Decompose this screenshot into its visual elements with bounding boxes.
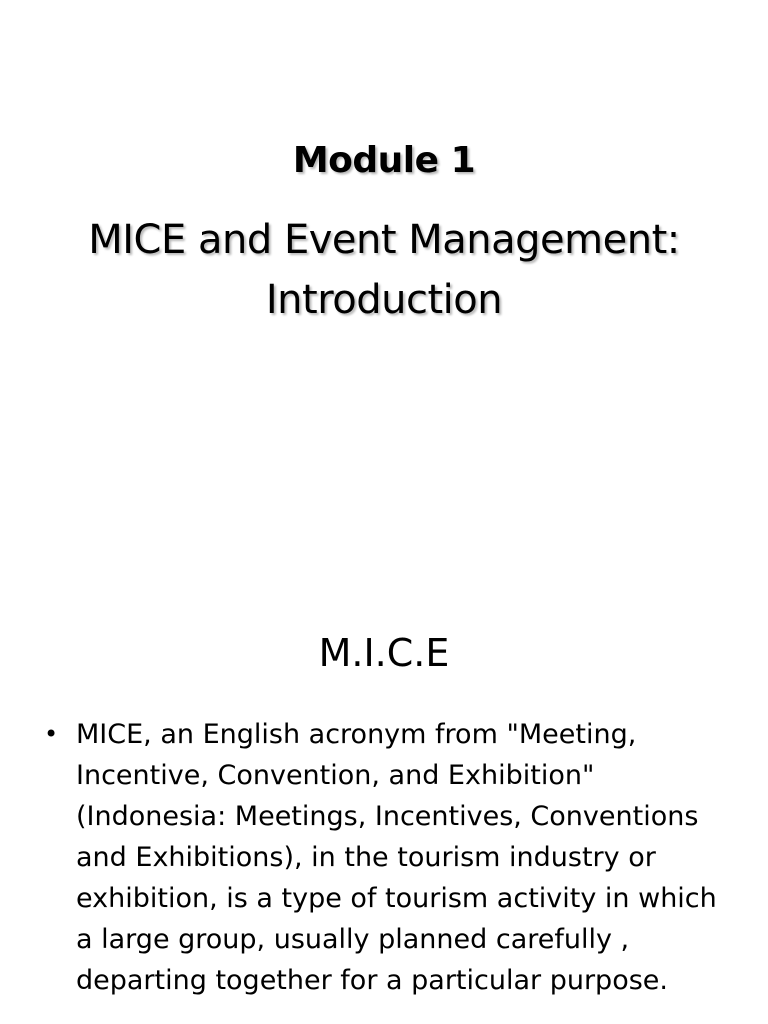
module-title: MICE and Event Management: Introduction xyxy=(88,217,680,323)
bullet-text: MICE, an English acronym from "Meeting, Incentive, Convention, and Exhibition" (Indonesia: Meetings, Incentives, Conventions and Exhibitions), in the tourism industry or exhibition, is a type of tourism activity in which a large group, usually planned carefully , departing together for a particular purpose. xyxy=(76,719,717,996)
bullet-icon: • xyxy=(44,720,59,748)
bullet-list xyxy=(40,714,730,1001)
bullet-item xyxy=(40,714,730,1001)
module-heading: Module 1 xyxy=(292,140,476,181)
section-title: M.I.C.E xyxy=(318,631,450,675)
slide-mice xyxy=(0,576,768,1024)
